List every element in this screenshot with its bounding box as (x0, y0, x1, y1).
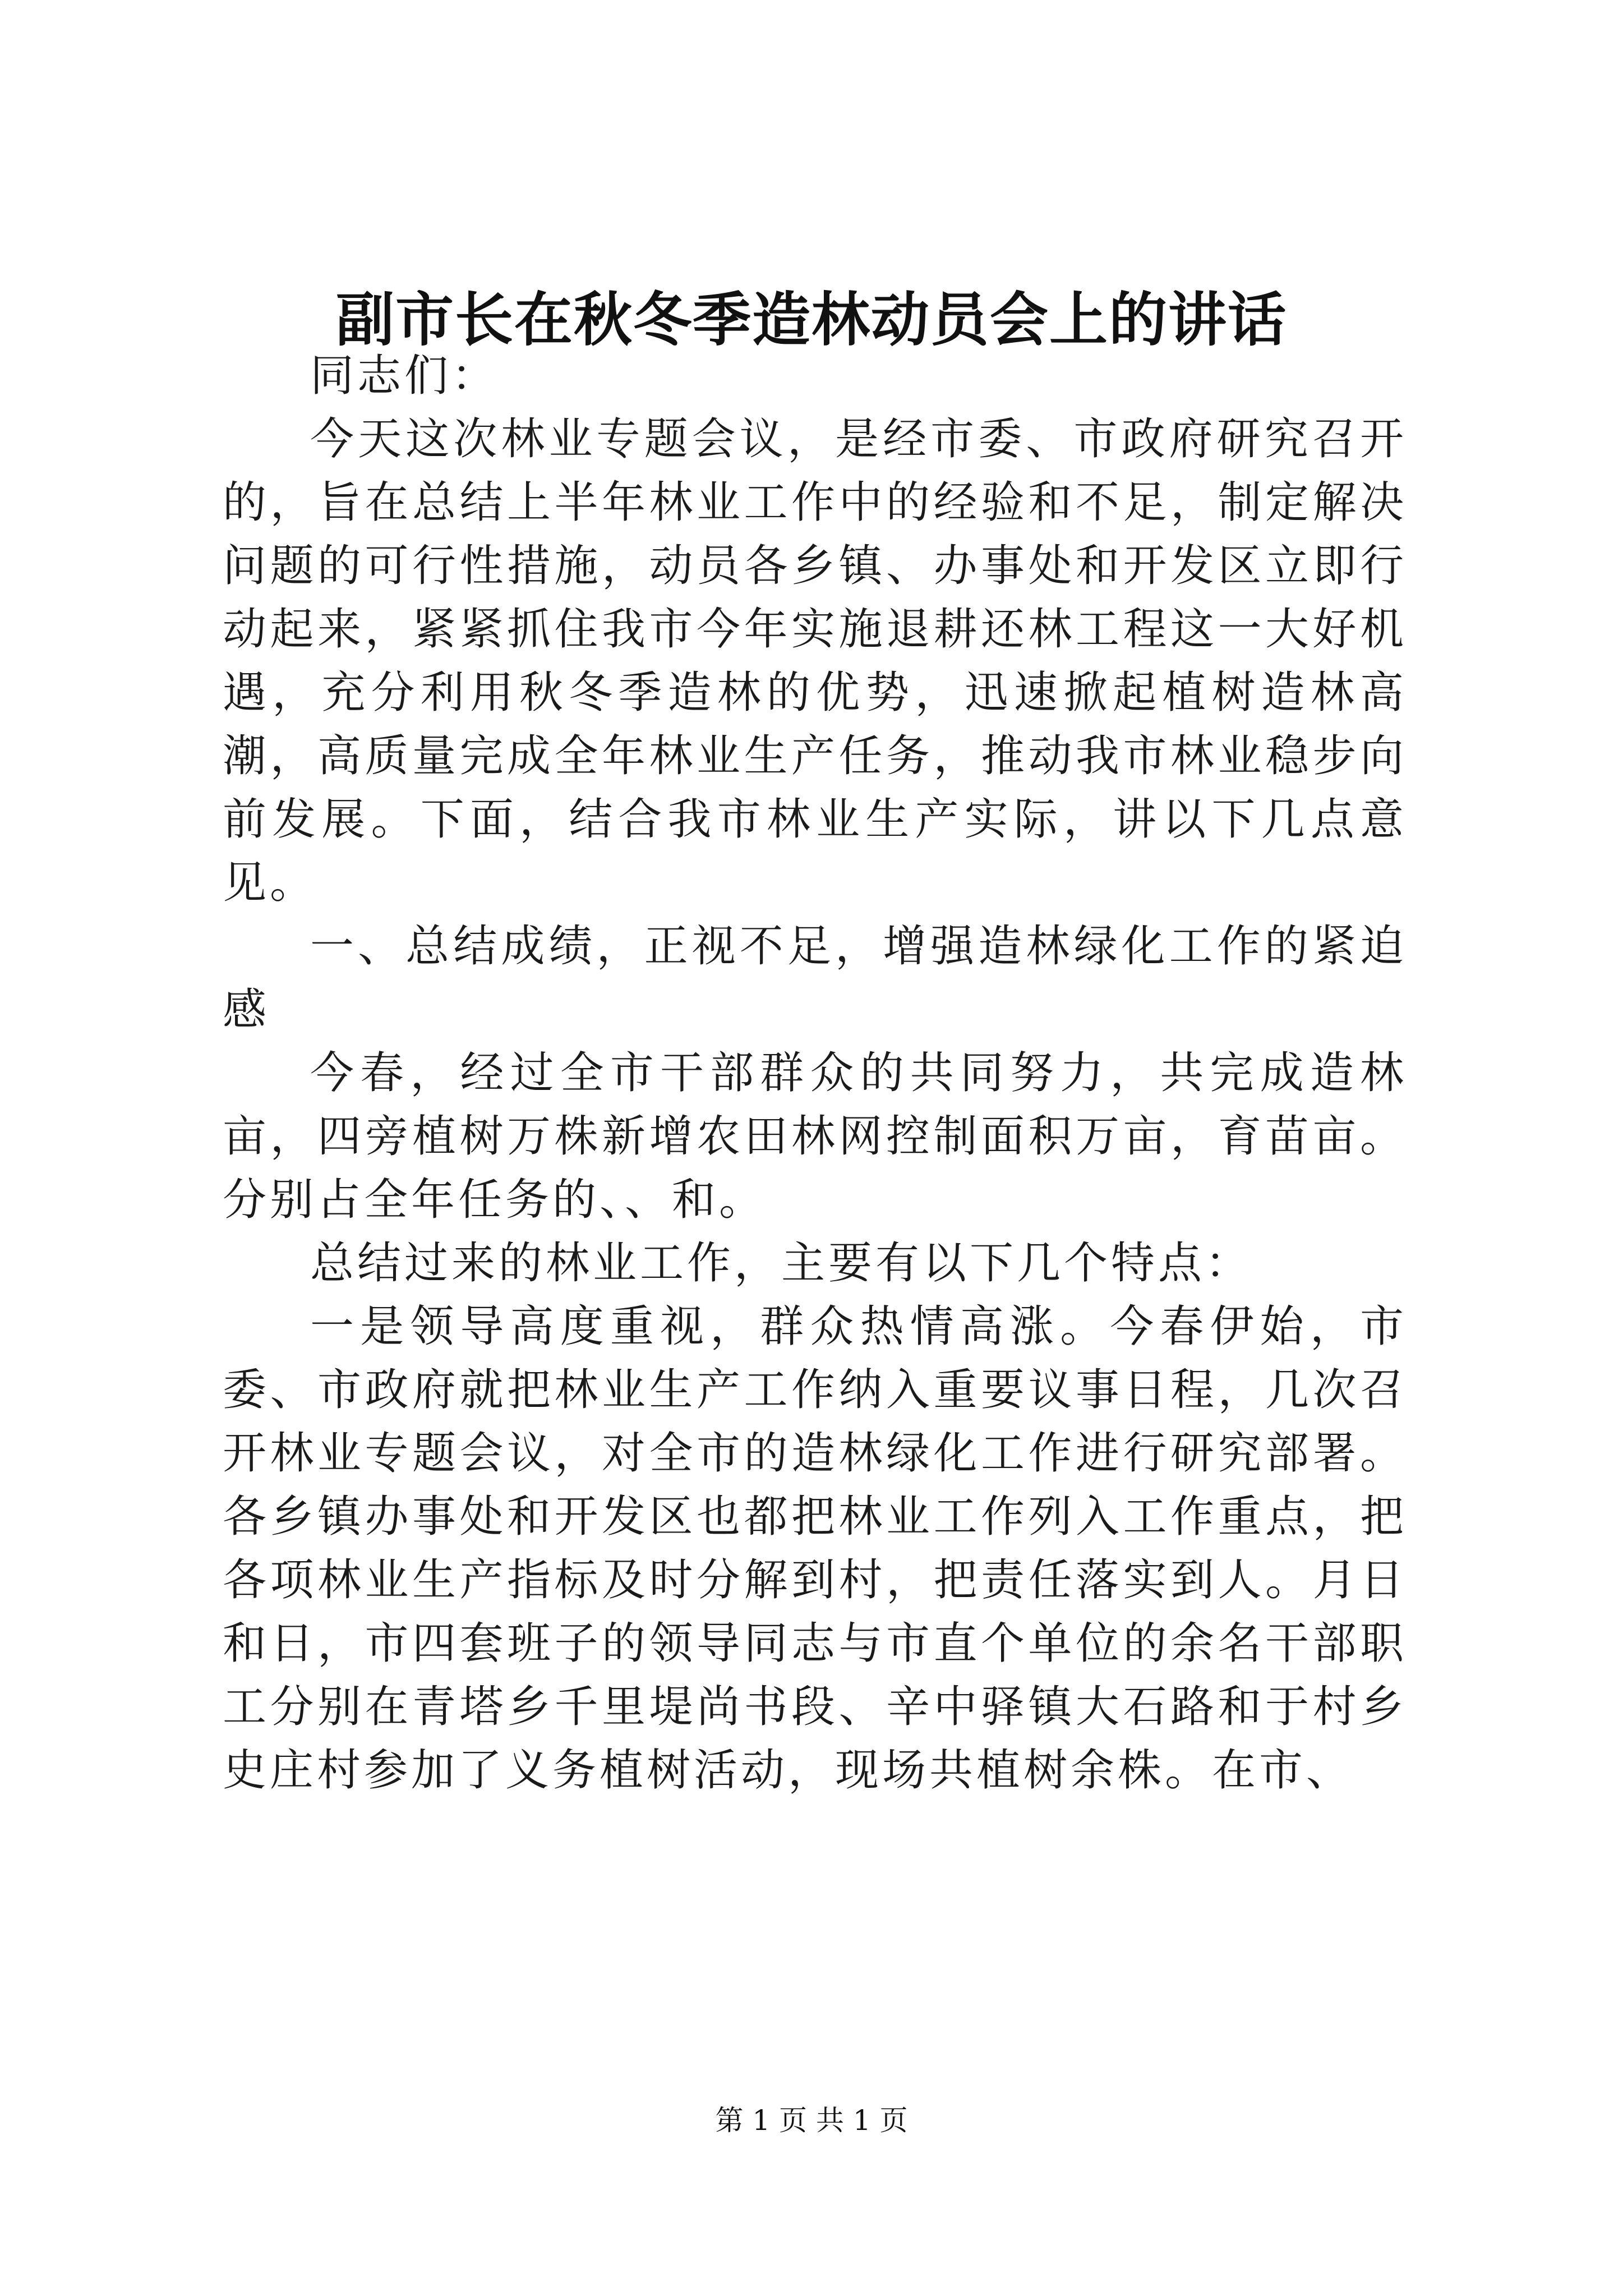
paragraph-spring-results: 今春，经过全市干部群众的共同努力，共完成造林亩，四旁植树万株新增农田林网控制面积万亩，育苗亩。分别占全年任务的、、和。 (223, 1048, 1407, 1225)
document-title: 副市长在秋冬季造林动员会上的讲话 (335, 285, 1287, 354)
section-heading-1: 一、总结成绩，正视不足，增强造林绿化工作的紧迫感 (223, 921, 1407, 1035)
paragraph-salutation: 同志们： (310, 351, 499, 401)
paragraph-intro: 今天这次林业专题会议，是经市委、市政府研究召开的，旨在总结上半年林业工作中的经验和不足，制定解决问题的可行性措施，动员各乡镇、办事处和开发区立即行动起来，紧紧抓住我市今年实施退耕还林工程这一大好机遇，充分利用秋冬季造林的优势，迅速掀起植树造林高潮，高质量完成全年林业生产任务，推动我市林业稳步向前发展。下面，结合我市林业生产实际，讲以下几点意见。 (223, 414, 1407, 908)
page-footer: 第 1 页 共 1 页 (715, 2104, 908, 2137)
document-body (223, 344, 1407, 1802)
paragraph-features-intro: 总结过来的林业工作，主要有以下几个特点： (310, 1238, 1253, 1289)
paragraph-feature-1: 一是领导高度重视，群众热情高涨。今春伊始，市委、市政府就把林业生产工作纳入重要议事日程，几次召开林业专题会议，对全市的造林绿化工作进行研究部署。各乡镇办事处和开发区也都把林业工作列入工作重点，把各项林业生产指标及时分解到村，把责任落实到人。月日和日，市四套班子的领导同志与市直个单位的余名干部职工分别在青塔乡千里堤尚书段、辛中驿镇大石路和于村乡史庄村参加了义务植树活动，现场共植树余株。在市、 (223, 1301, 1407, 1796)
